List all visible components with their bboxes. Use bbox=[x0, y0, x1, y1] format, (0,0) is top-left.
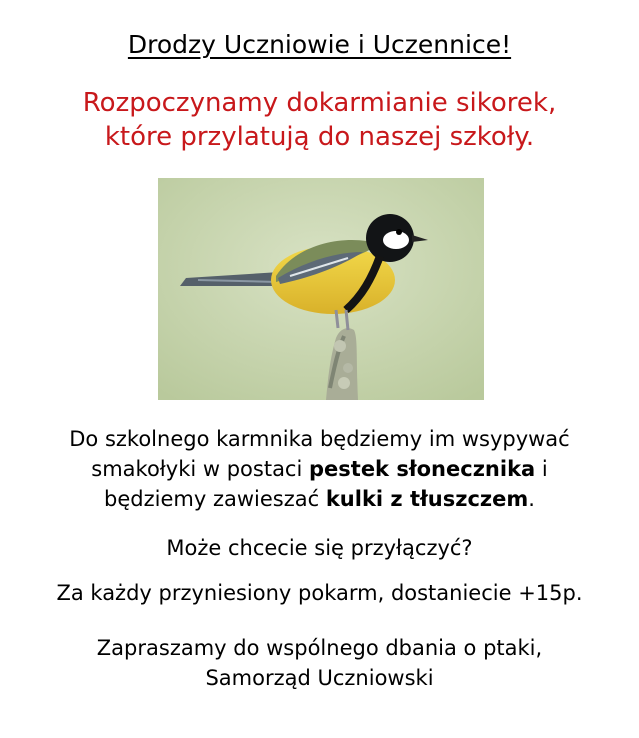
reward-text: Za każdy przyniesiony pokarm, dostaniecie +15p. bbox=[56, 581, 583, 605]
great-tit-illustration bbox=[158, 178, 484, 400]
signature-text: Samorząd Uczniowski bbox=[205, 666, 434, 690]
question-text: Może chcecie się przyłączyć? bbox=[166, 536, 473, 560]
intro-line-3: będziemy zawieszać kulki z tłuszczem. bbox=[104, 487, 535, 511]
headline-line-1: Rozpoczynamy dokarmianie sikorek, bbox=[82, 88, 557, 118]
intro-line-2: smakołyki w postaci pestek słonecznika i bbox=[91, 457, 548, 481]
intro-paragraph bbox=[0, 424, 639, 514]
fat-balls-text: kulki z tłuszczem bbox=[325, 487, 529, 511]
closing-text: Zapraszamy do wspólnego dbania o ptaki, bbox=[96, 636, 543, 660]
headline bbox=[0, 86, 639, 154]
headline-line-2: które przylatują do naszej szkoły. bbox=[104, 122, 535, 152]
intro-line-1: Do szkolnego karmnika będziemy im wsypywać bbox=[69, 427, 570, 451]
sunflower-seeds-text: pestek słonecznika bbox=[309, 457, 536, 481]
closing-block bbox=[0, 633, 639, 693]
page-title: Drodzy Uczniowie i Uczennice! bbox=[127, 30, 512, 59]
bird-photo bbox=[158, 178, 484, 400]
